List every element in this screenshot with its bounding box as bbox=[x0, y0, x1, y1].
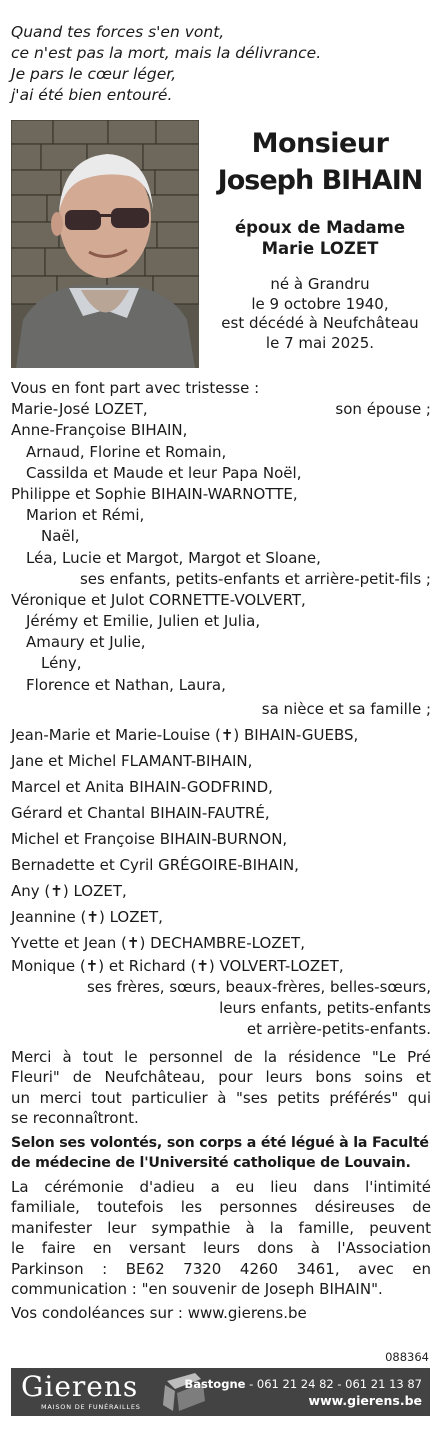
condolences-link[interactable]: Vos condoléances sur : www.gierens.be bbox=[11, 1303, 307, 1322]
family-intro: Vous en font part avec tristesse : bbox=[11, 379, 260, 397]
sibling-line: Any (✝) LOZET, bbox=[11, 881, 127, 900]
donation-line: Selon ses volontés, son corps a été légué à la Faculté bbox=[11, 1134, 429, 1151]
birth-death-info bbox=[204, 275, 436, 353]
family-line bbox=[11, 399, 431, 420]
ceremony-line: La cérémonie d'adieu a eu lieu dans l'intimité bbox=[11, 1177, 431, 1196]
family-role: ses enfants, petits-enfants et arrière-petit-fils ; bbox=[79, 569, 431, 588]
family-role: sa nièce et sa famille ; bbox=[261, 699, 431, 718]
funeral-home-banner bbox=[11, 1368, 430, 1416]
family-line: Florence et Nathan, Laura, bbox=[26, 675, 226, 694]
contact-info bbox=[184, 1376, 422, 1409]
family-line: Léa, Lucie et Margot, Margot et Sloane, bbox=[26, 548, 321, 567]
family-line: Marion et Rémi, bbox=[26, 506, 145, 525]
sibling-line: Marcel et Anita BIHAIN-GODFRIND, bbox=[11, 777, 273, 796]
poem-line: ce n'est pas la mort, mais la délivrance. bbox=[11, 44, 322, 62]
birth-date: le 9 octobre 1940, bbox=[251, 294, 389, 313]
family-line: Jérémy et Emilie, Julien et Julia, bbox=[26, 612, 261, 631]
wife-role: son épouse ; bbox=[335, 400, 431, 419]
body-donation-notice bbox=[11, 1133, 431, 1173]
website-link[interactable]: www.gierens.be bbox=[308, 1393, 422, 1408]
death-place: est décédé à Neufchâteau bbox=[221, 314, 419, 332]
reference-number: 088364 bbox=[385, 1350, 429, 1364]
family-line: Naël, bbox=[41, 527, 80, 546]
funeral-home-subtitle: MAISON DE FUNÉRAILLES bbox=[41, 1403, 141, 1411]
thanks-line: se reconnaîtront. bbox=[11, 1109, 139, 1128]
family-line: Amaury et Julie, bbox=[26, 633, 146, 652]
sibling-line: Gérard et Chantal BIHAIN-FAUTRÉ, bbox=[11, 803, 270, 822]
funeral-home-logo: Gierens bbox=[21, 1370, 139, 1403]
thanks-line: un merci tout particulier à "ses petits préférés" qui bbox=[11, 1088, 431, 1107]
thanks-line: Merci à tout le personnel de la résidence "Le Pré bbox=[11, 1047, 431, 1066]
sibling-line: Jean-Marie et Marie-Louise (✝) BIHAIN-GUEBS, bbox=[11, 725, 359, 744]
announcement-body bbox=[11, 378, 431, 1324]
sibling-line: Monique (✝) et Richard (✝) VOLVERT-LOZET, bbox=[11, 956, 344, 975]
wife-name: Marie-José LOZET, bbox=[11, 400, 148, 419]
family-role: ses frères, sœurs, beaux-frères, belles-sœurs, bbox=[86, 978, 431, 996]
poem-line: Je pars le cœur léger, bbox=[11, 65, 177, 83]
death-date: le 7 mai 2025. bbox=[265, 333, 375, 352]
portrait-illustration bbox=[11, 120, 199, 368]
portrait-photo bbox=[11, 120, 199, 368]
deceased-block bbox=[204, 125, 436, 353]
family-role: leurs enfants, petits-enfants bbox=[219, 999, 431, 1018]
ceremony-line: Parkinson : BE62 7320 4260 3461, avec en bbox=[11, 1259, 431, 1278]
thanks-paragraph bbox=[11, 1047, 431, 1129]
deceased-name: Joseph BIHAIN bbox=[217, 165, 423, 196]
family-role: et arrière-petits-enfants. bbox=[246, 1020, 431, 1039]
sibling-line: Jane et Michel FLAMANT-BIHAIN, bbox=[11, 751, 253, 770]
ceremony-line: le faire en versant leurs dons à l'Association bbox=[11, 1239, 431, 1258]
family-line: Véronique et Julot CORNETTE-VOLVERT, bbox=[11, 590, 306, 609]
opening-poem bbox=[11, 22, 431, 106]
family-line: Anne-Françoise BIHAIN, bbox=[11, 421, 188, 440]
family-line: Cassilda et Maude et leur Papa Noël, bbox=[26, 463, 302, 482]
family-line: Philippe et Sophie BIHAIN-WARNOTTE, bbox=[11, 484, 298, 503]
city-name: Bastogne bbox=[184, 1377, 246, 1391]
poem-line: Quand tes forces s'en vont, bbox=[11, 23, 225, 41]
spouse-name: Marie LOZET bbox=[261, 239, 379, 258]
ceremony-line: communication : "en souvenir de Joseph BIHAIN". bbox=[11, 1280, 383, 1299]
ceremony-line: manifester leur sympathie à la famille, peuvent bbox=[11, 1218, 431, 1237]
ceremony-line: familiale, toutefois les personnes désireuses de bbox=[11, 1198, 431, 1217]
deceased-title: Monsieur bbox=[251, 128, 389, 159]
phone-numbers: - 061 21 24 82 - 061 21 13 87 bbox=[245, 1377, 422, 1391]
poem-line: j'ai été bien entouré. bbox=[11, 86, 173, 104]
sibling-line: Michel et Françoise BIHAIN-BURNON, bbox=[11, 829, 288, 848]
spouse-line: époux de Madame bbox=[234, 218, 406, 237]
sibling-line: Bernadette et Cyril GRÉGOIRE-BIHAIN, bbox=[11, 855, 299, 874]
donation-line: de médecine de l'Université catholique de Louvain. bbox=[11, 1154, 411, 1171]
thanks-line: Fleuri" de Neufchâteau, pour leurs bons soins et bbox=[11, 1068, 431, 1087]
family-line: Lény, bbox=[41, 654, 82, 673]
family-line: Arnaud, Florine et Romain, bbox=[26, 442, 227, 461]
spouse-info bbox=[204, 217, 436, 259]
sibling-line: Yvette et Jean (✝) DECHAMBRE-LOZET, bbox=[11, 933, 305, 952]
ceremony-paragraph bbox=[11, 1177, 431, 1300]
birth-place: né à Grandru bbox=[270, 275, 370, 293]
sibling-line: Jeannine (✝) LOZET, bbox=[11, 907, 163, 926]
